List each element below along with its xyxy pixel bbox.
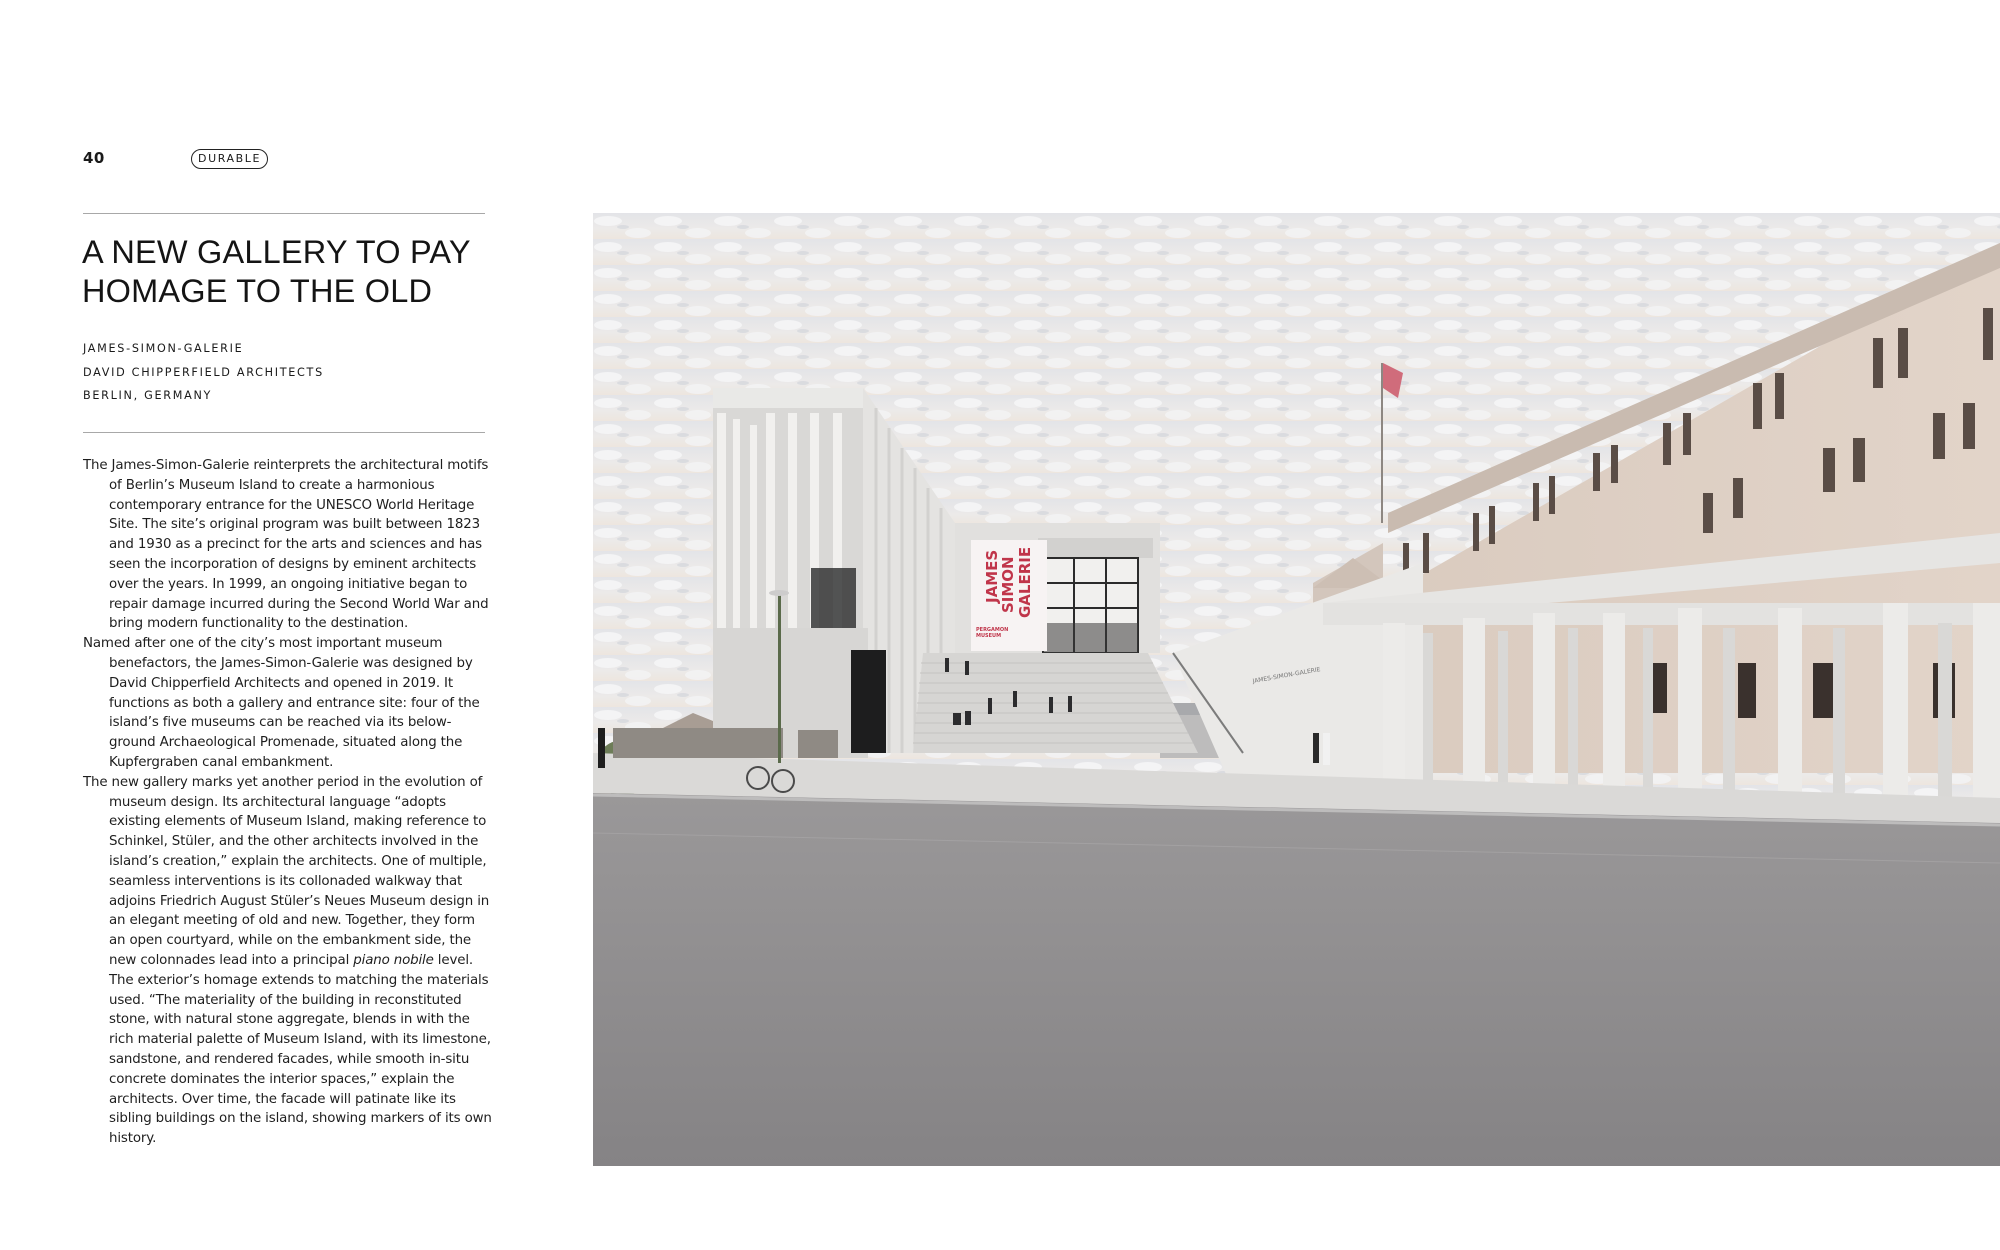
architecture-photo [593, 213, 2000, 1166]
body-paragraph: The James-Simon-Galerie reinterprets the architectural motifs of Berlin’s Museum Island to create a harmonious contemporary entrance for the UNESCO World Heritage Site. The site’s original program was built between 1823 and 1930 as a precinct for the arts and sciences and has seen the incorporation of designs by eminent architects over the years. In 1999, an ongoing initiative began to repair damage incurred during the Second World War and bring modern functionality to the destination. [83, 458, 489, 632]
road [593, 793, 2000, 1166]
body-paragraph: The exterior’s homage extends to matching the materials used. “The materiality of the building in reconstituted stone, with natural stone aggregate, blends in with the rich material palette of Museum Island, with its limestone, sandstone, and rendered facades, while smooth in-situ concrete dominates the interior spaces,” explain the architects. Over time, the facade will patinate like its sibling buildings on the island, showing markers of its own history. [109, 972, 492, 1147]
top-divider [83, 213, 485, 214]
svg-text:JAMES-SIMON-GALERIE: JAMES-SIMON-GALERIE [1252, 666, 1321, 685]
article-body [83, 456, 495, 1149]
credit-architect: DAVID CHIPPERFIELD ARCHITECTS [83, 365, 324, 379]
svg-text:GALERIE: GALERIE [1016, 546, 1034, 618]
banner [971, 540, 1047, 651]
page-number: 40 [83, 149, 105, 167]
paragraph-text: level. [433, 952, 474, 968]
svg-text:MUSEUM: MUSEUM [976, 633, 1002, 639]
credit-project-name: JAMES-SIMON-GALERIE [83, 342, 244, 355]
section-badge: DURABLE [191, 149, 268, 169]
italic-term: piano nobile [353, 952, 434, 968]
middle-divider [83, 432, 485, 433]
body-paragraph [83, 773, 495, 971]
svg-text:JAMES: JAMES [983, 549, 1001, 603]
right-colonnade-columns [1383, 603, 2000, 808]
svg-text:SIMON: SIMON [999, 556, 1017, 613]
project-credits [83, 337, 324, 408]
body-paragraph: Named after one of the city’s most important museum benefactors, the James-Simon-Galerie was designed by David Chipperfield Architects and opened in 2019. It functions as both a gallery and entrance site: four of the island’s five museums can be reached via its below-ground Archaeological Promenade, situated along the Kupfergraben canal embankment. [83, 636, 480, 770]
paragraph-text: The new gallery marks yet another period in the evolution of museum design. Its architectural language “adopts existing elements of Museum Island, making reference to Schinkel, Stüler, and the other architects involved in the island’s creation,” explain the architects. One of multiple, seamless interventions is its collonaded walkway that adjoins Friedrich August Stüler’s Neues Museum design in an elegant meeting of old and new. Together, they form an open courtyard, while on the embankment side, the new colonnades lead into a principal [83, 774, 490, 968]
article-title: A NEW GALLERY TO PAY HOMAGE TO THE OLD [82, 234, 471, 309]
credit-location: BERLIN, GERMANY [83, 389, 213, 402]
svg-text:PERGAMON: PERGAMON [976, 627, 1009, 633]
doorway [851, 650, 886, 753]
